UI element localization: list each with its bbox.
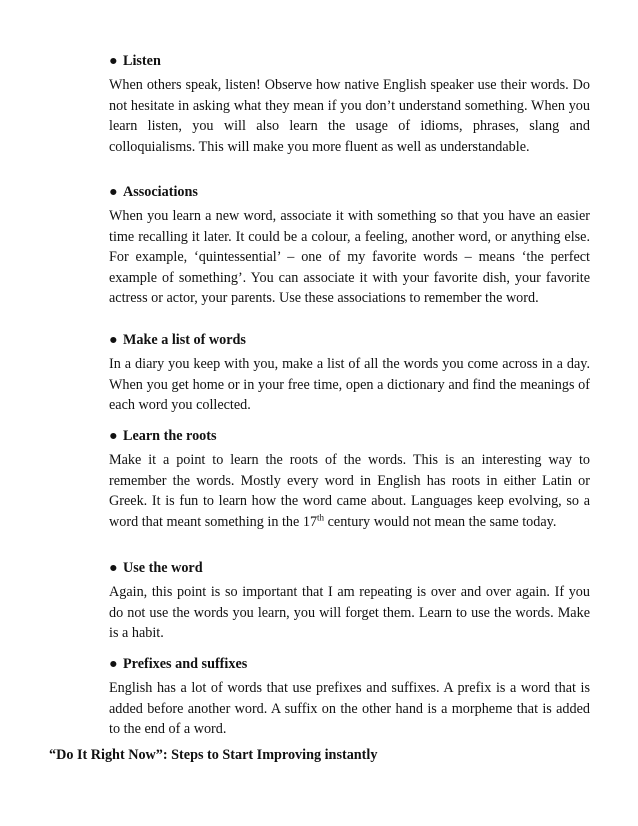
ordinal-suffix: th xyxy=(317,511,325,522)
section-heading-text: Associations xyxy=(123,184,198,200)
section-body: English has a lot of words that use prefixes and suffixes. A prefix is a word that is added before another word. A suffix on the other hand is a morpheme that is added to the end of a word. xyxy=(109,680,590,737)
section-heading xyxy=(109,330,590,350)
section-heading xyxy=(109,654,590,674)
section-use-the-word xyxy=(109,558,590,644)
chapter-title: “Do It Right Now”: Steps to Start Improving instantly xyxy=(49,747,378,763)
section-listen xyxy=(109,51,590,157)
section-body xyxy=(109,450,590,532)
section-body-text: century would not mean the same today. xyxy=(324,513,557,530)
section-heading xyxy=(109,51,590,71)
section-body: When you learn a new word, associate it with something so that you have an easier time recalling it later. It could be a colour, a feeling, another word, or anything else. For example, ‘quintessential’ – one of my favorite words – means ‘the perfect example of something’. You can associate it with your favorite dish, your favorite actress or actor, your parents. Use these associations to remember the word. xyxy=(109,208,590,306)
section-make-a-list xyxy=(109,330,590,416)
section-heading-text: Learn the roots xyxy=(123,428,217,444)
section-heading xyxy=(109,182,590,202)
section-heading xyxy=(109,426,590,446)
section-associations xyxy=(109,182,590,309)
bullet-icon: ● xyxy=(109,332,118,348)
bullet-icon: ● xyxy=(109,656,118,672)
bullet-icon: ● xyxy=(109,184,118,200)
section-heading-text: Make a list of words xyxy=(123,332,246,348)
section-heading-text: Listen xyxy=(123,53,161,69)
section-body: When others speak, listen! Observe how native English speaker use their words. Do not hesitate in asking what they mean if you don’t understand something. When you learn listen, you will also learn the usage of idioms, phrases, slang and colloquialisms. This will make you more fluent as well as understandable. xyxy=(109,77,590,155)
section-learn-the-roots xyxy=(109,426,590,532)
bullet-icon: ● xyxy=(109,428,118,444)
section-heading xyxy=(109,558,590,578)
bullet-icon: ● xyxy=(109,53,118,69)
section-heading-text: Use the word xyxy=(123,560,203,576)
bullet-icon: ● xyxy=(109,560,118,576)
section-body: Again, this point is so important that I am repeating is over and over again. If you do not use the words you learn, you will forget them. Learn to use the words. Make is a habit. xyxy=(109,584,590,641)
section-heading-text: Prefixes and suffixes xyxy=(123,656,248,672)
section-body: In a diary you keep with you, make a list of all the words you come across in a day. When you get home or in your free time, open a dictionary and find the meanings of each word you collected. xyxy=(109,356,590,413)
section-body-text: Make it a point to learn the roots of the words. This is an interesting way to remember the words. Mostly every word in English has roots in either Latin or Greek. It is fun to learn how the word came about. Languages keep evolving, so a word that meant something in the 17 xyxy=(109,452,590,530)
section-prefixes-and-suffixes xyxy=(109,654,590,740)
